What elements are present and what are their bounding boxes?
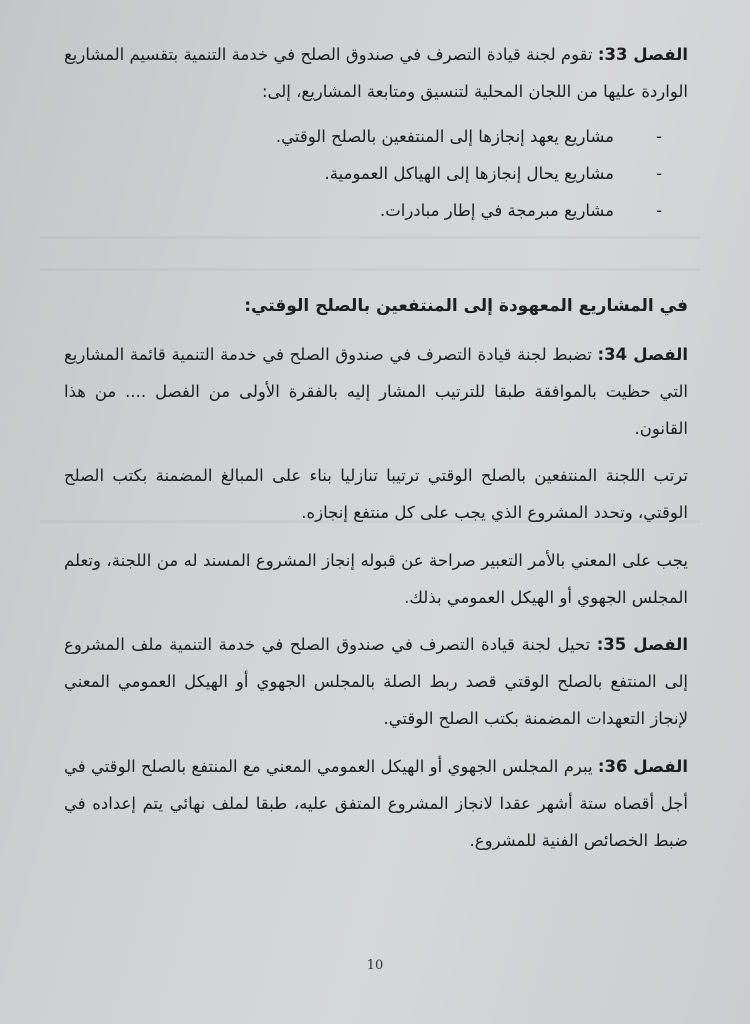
- article-34-text: تضبط لجنة قيادة التصرف في صندوق الصلح في خدمة التنمية قائمة المشاريع التي حظيت بالموافقة طبقا للترتيب المشار إليه بالفقرة الأولى من الفصل .... من هذا القانون.: [64, 345, 688, 438]
- bullet-dash: -: [656, 164, 662, 183]
- list-item-text: مشاريع يحال إنجازها إلى الهياكل العمومية.: [324, 164, 614, 183]
- show-through-line: [40, 236, 700, 239]
- article-35-label: الفصل 35:: [596, 635, 688, 654]
- page-number: 10: [366, 958, 384, 973]
- article-36: [64, 748, 688, 859]
- show-through-line: [40, 268, 700, 271]
- paragraph-consent: يجب على المعني بالأمر التعبير صراحة عن قبوله إنجاز المشروع المسند له من اللجنة، وتعلم المجلس الجهوي أو الهيكل العمومي بذلك.: [64, 551, 688, 607]
- project-types-list: [102, 118, 662, 229]
- article-34-label: الفصل 34:: [597, 345, 688, 364]
- list-item: [102, 155, 662, 192]
- list-item-text: مشاريع مبرمجة في إطار مبادرات.: [379, 201, 614, 220]
- article-33-label: الفصل 33:: [597, 45, 688, 64]
- article-36-label: الفصل 36:: [597, 757, 688, 776]
- paragraph-ranking: ترتب اللجنة المنتفعين بالصلح الوقتي ترتيبا تنازليا بناء على المبالغ المضمنة بكتب الصلح الوقتي، وتحدد المشروع الذي يجب على كل منتفع إنجازه.: [64, 466, 688, 522]
- article-36-text: يبرم المجلس الجهوي أو الهيكل العمومي المعني مع المنتفع بالصلح الوقتي في أجل أقصاه ستة أشهر عقدا لانجاز المشروع المتفق عليه، طبقا لملف نهائي يتم إعداده في ضبط الخصائص الفنية للمشروع.: [64, 757, 688, 850]
- article-33: [64, 36, 688, 110]
- list-item: [102, 192, 662, 229]
- bullet-dash: -: [656, 127, 662, 146]
- article-35-text: تحيل لجنة قيادة التصرف في صندوق الصلح في خدمة التنمية ملف المشروع إلى المنتفع بالصلح الوقتي قصد ربط الصلة بالمجلس الجهوي أو الهيكل العمومي المعني لإنجاز التعهدات المضمنة بكتب الصلح الوقتي.: [64, 635, 688, 728]
- article-35: [64, 626, 688, 737]
- list-item: [102, 118, 662, 155]
- bullet-dash: -: [656, 201, 662, 220]
- list-item-text: مشاريع يعهد إنجازها إلى المنتفعين بالصلح الوقتي.: [275, 127, 614, 146]
- section-heading: في المشاريع المعهودة إلى المنتفعين بالصلح الوقتي:: [244, 296, 688, 316]
- article-33-text: تقوم لجنة قيادة التصرف في صندوق الصلح في خدمة التنمية بتقسيم المشاريع الواردة عليها من اللجان المحلية لتنسيق ومتابعة المشاريع، إلى:: [64, 45, 688, 101]
- article-34: [64, 336, 688, 447]
